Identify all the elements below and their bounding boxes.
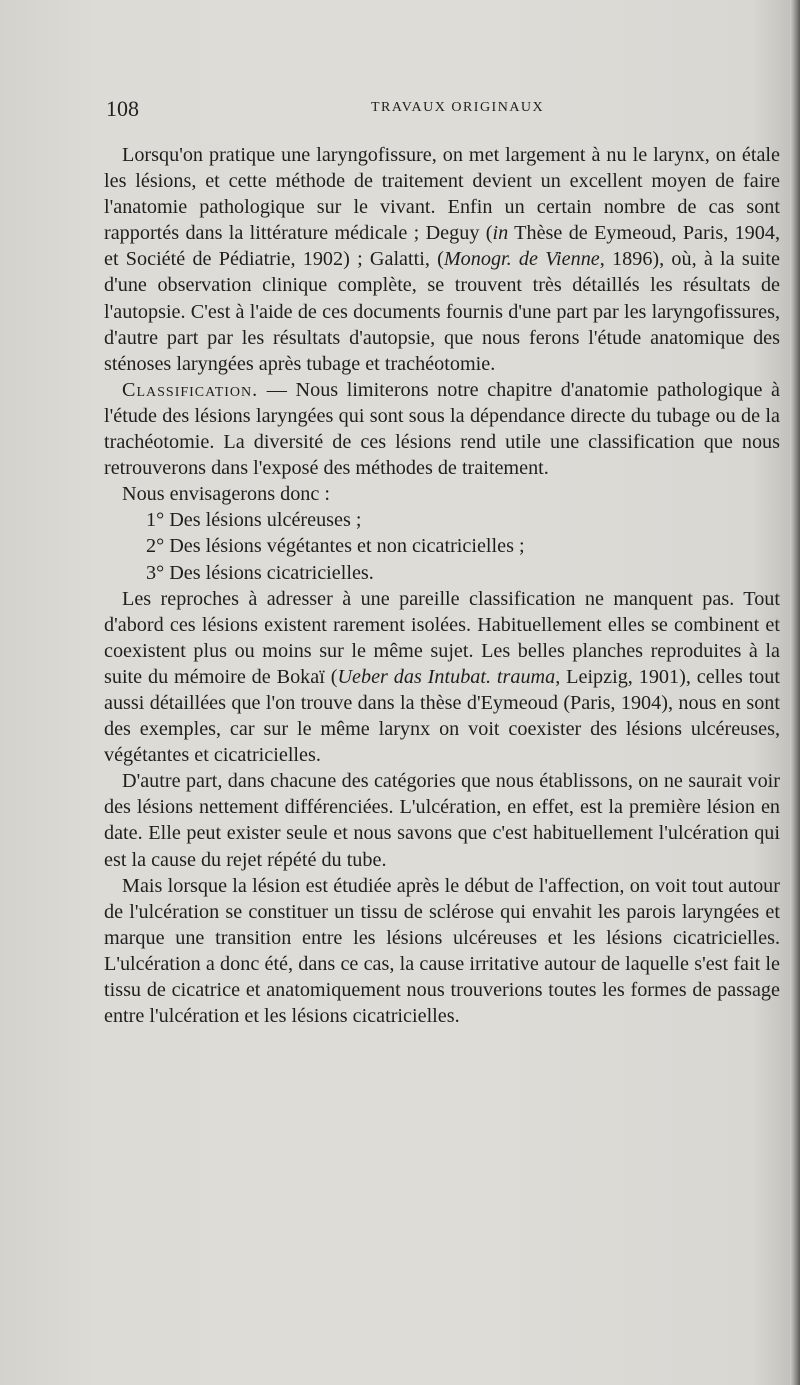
list-item-1: 1° Des lésions ulcéreuses ; [146,509,362,532]
body-text [104,142,780,1029]
paragraph-3: Nous envisagerons donc : [122,483,331,506]
paragraph-classification: Classification. — Nous limiterons notre chapitre d'anatomie pathologique à l'étude des lésions laryngées qui sont sous la dépendance directe du tubage ou de la trachéotomie. La diversité de ces lésions rend utile une classification que nous retrouverons dans l'exposé des méthodes de traitement. [104,378,780,480]
list-item-3: 3° Des lésions cicatricielles. [146,561,374,584]
running-head: TRAVAUX ORIGINAUX [371,100,545,115]
paragraph-6: Mais lorsque la lésion est étudiée après le début de l'affection, on voit tout autour de l'ulcération se constituer un tissu de sclérose qui envahit les parois laryngées et marque une transition entre les lésions ulcéreuses et les lésions cicatricielles. L'ulcération a donc été, dans ce cas, la cause irritative autour de laquelle s'est fait le tissu de cicatrice et anatomiquement nous trouverions toutes les formes de passage entre l'ulcération et les lésions cicatricielles. [104,874,780,1028]
paragraph-1: Lorsqu'on pratique une laryngofissure, on met largement à nu le larynx, on étale les lésions, et cette méthode de traitement devient un excellent moyen de faire l'anatomie pathologique sur le vivant. Enfin un certain nombre de cas sont rapportés dans la littérature médicale ; Deguy (in Thèse de Eymeoud, Paris, 1904, et Société de Pédiatrie, 1902) ; Galatti, (Monogr. de Vienne, 1896), où, à la suite d'une observation clinique complète, se trouvent très détaillés les résultats de l'autopsie. C'est à l'aide de ces documents fournis d'une part par les laryngofissures, d'autre part par les résultats d'autopsie, que nous ferons l'étude anatomique des sténoses laryngées après tubage et trachéotomie. [104,144,780,375]
paragraph-5: D'autre part, dans chacune des catégories que nous établissons, on ne saurait voir des lésions nettement différenciées. L'ulcération, en effet, est la première lésion en date. Elle peut exister seule et nous savons que c'est habituellement l'ulcération qui est la cause du rejet répété du tube. [104,770,780,871]
page-number: 108 [106,96,139,121]
page-header [106,96,766,124]
list-item-2: 2° Des lésions végétantes et non cicatricielles ; [146,535,525,558]
page-edge-shadow [790,0,800,1385]
section-heading: Classification. [122,378,259,401]
paragraph-4: Les reproches à adresser à une pareille classification ne manquent pas. Tout d'abord ces lésions existent rarement isolées. Habituellement elles se combinent et coexistent plus ou moins sur le même sujet. Les belles planches reproduites à la suite du mémoire de Bokaï (Ueber das Intubat. trauma, Leipzig, 1901), celles tout aussi détaillées que l'on trouve dans la thèse d'Eymeoud (Paris, 1904), nous en sont des exemples, car sur le même larynx on voit coexister des lésions ulcéreuses, végétantes et cicatricielles. [104,587,780,767]
